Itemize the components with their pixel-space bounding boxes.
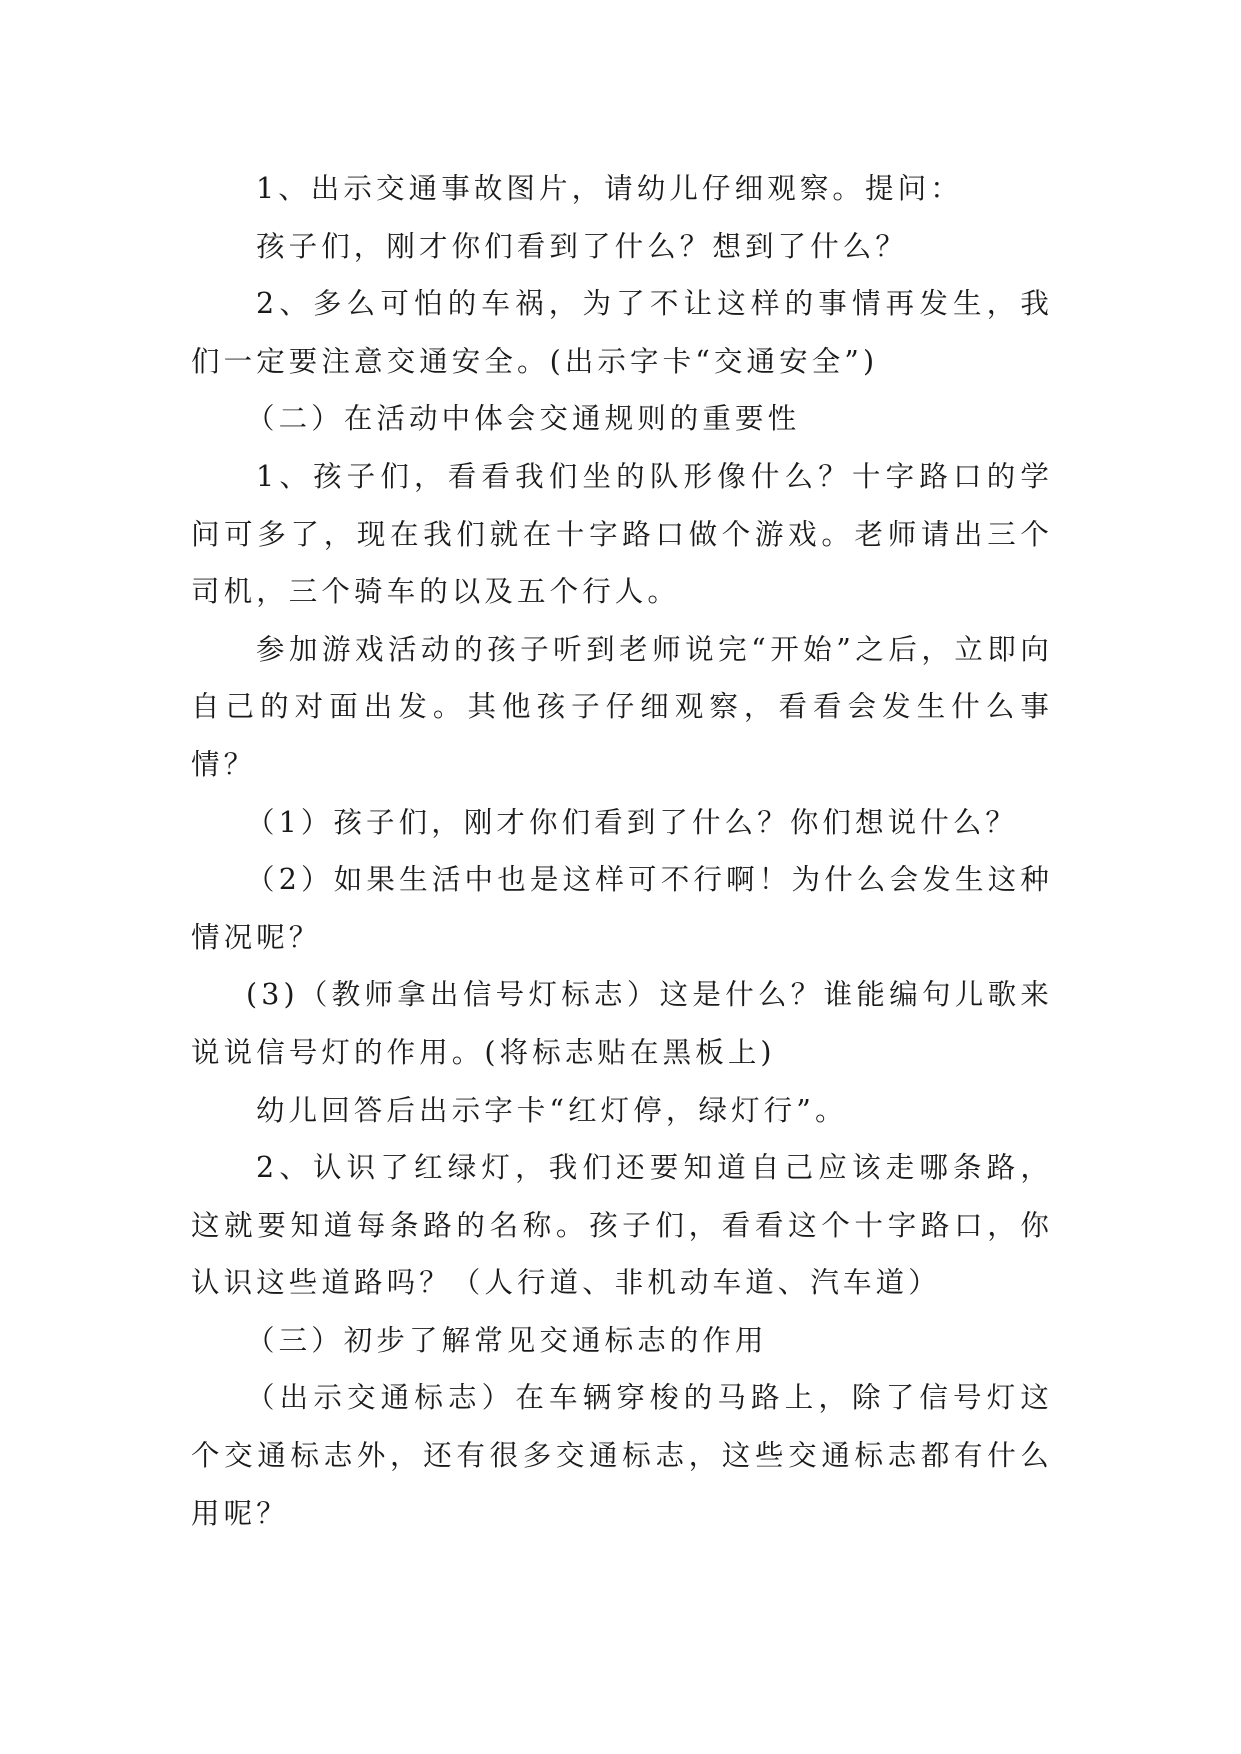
paragraph-8: （2）如果生活中也是这样可不行啊！为什么会发生这种情况呢？ (191, 863, 1053, 954)
paragraph-10: 幼儿回答后出示字卡“红灯停，绿灯行”。 (256, 1093, 848, 1127)
paragraph-9: (3)（教师拿出信号灯标志）这是什么？谁能编句儿歌来说说信号灯的作用。(将标志贴在黑板上) (191, 978, 1053, 1069)
paragraph-2: 孩子们，刚才你们看到了什么？想到了什么？ (256, 229, 909, 263)
paragraph-1: 1、出示交通事故图片，请幼儿仔细观察。提问： (256, 172, 963, 205)
document-body (191, 160, 1053, 1542)
paragraph-11: 2、认识了红绿灯，我们还要知道自己应该走哪条路，这就要知道每条路的名称。孩子们，看看这个十字路口，你认识这些道路吗？（人行道、非机动车道、汽车道） (191, 1151, 1053, 1300)
section-heading-2: （二）在活动中体会交通规则的重要性 (246, 402, 801, 436)
paragraph-3: 2、多么可怕的车祸，为了不让这样的事情再发生，我们一定要注意交通安全。(出示字卡“交通安全”) (191, 287, 1053, 378)
paragraph-7: （1）孩子们，刚才你们看到了什么？你们想说什么？ (246, 805, 1019, 839)
section-heading-3: （三）初步了解常见交通标志的作用 (246, 1323, 768, 1357)
paragraph-6: 参加游戏活动的孩子听到老师说完“开始”之后，立即向自己的对面出发。其他孩子仔细观察，看看会发生什么事情？ (191, 632, 1053, 781)
paragraph-5: 1、孩子们，看看我们坐的队形像什么？十字路口的学问可多了，现在我们就在十字路口做个游戏。老师请出三个司机，三个骑车的以及五个行人。 (191, 459, 1053, 609)
paragraph-13: （出示交通标志）在车辆穿梭的马路上，除了信号灯这个交通标志外，还有很多交通标志，这些交通标志都有什么用呢？ (191, 1381, 1053, 1530)
